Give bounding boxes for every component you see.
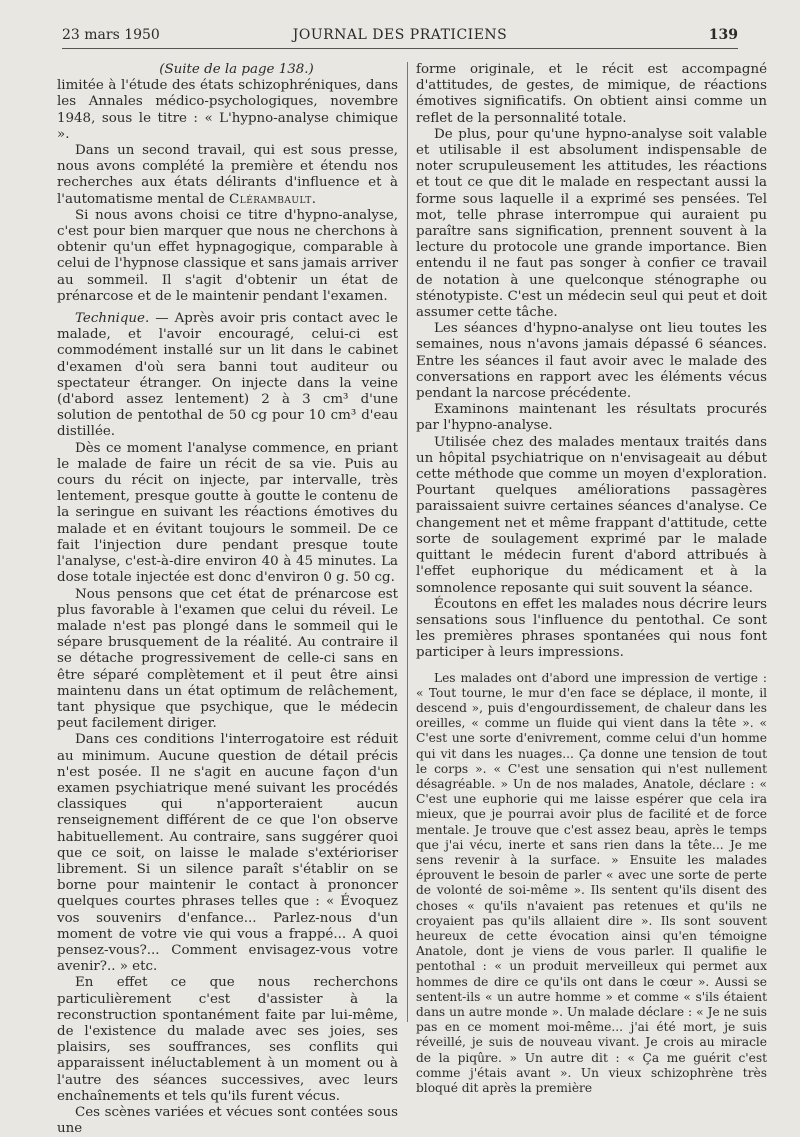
column-divider — [407, 62, 408, 1022]
paragraph: Dans ces conditions l'interrogatoire est réduit au minimum. Aucune question de détail précis n'est posée. Il ne s'agit en aucune façon d'un examen psychiatrique mené suivant les procédés classiques qui n'apporteraient aucun renseignement différent de ce que l'on observe habituellement. Au contraire, sans suggérer quoi que ce soit, on laisse le malade s'extérioriser librement. Si un silence paraît s'établir on se borne pour maintenir le contact à prononcer quelques courtes phrases telles que : « Évoquez vos souvenirs d'enfance... Parlez-nous d'un moment de votre vie qui vous a frappé... A quoi pensez-vous?... Comment envisagez-vous votre avenir?.. » etc. — [57, 732, 398, 975]
right-column — [416, 62, 767, 1095]
header-date: 23 mars 1950 — [62, 27, 160, 43]
page-header — [62, 24, 738, 49]
paragraph — [57, 143, 398, 208]
continued-note: (Suite de la page 138.) — [159, 62, 314, 77]
paragraph: Utilisée chez des malades mentaux traités dans un hôpital psychiatrique on n'envisageait au début cette méthode que comme un moyen d'exploration. Pourtant quelques améliorations passagères paraissaient suivre certaines séances d'analyse. Ce changement net et même frappant d'attitude, cette sorte de soulagement exprimé par le malade quittant le médecin furent d'abord attribués à l'effet euphorique du médicament et à la somnolence reposante qui suit souvent la séance. — [416, 434, 767, 596]
left-column — [57, 62, 398, 1137]
paragraph: Nous pensons que cet état de prénarcose est plus favorable à l'examen que celui du réveil. Le malade n'est pas plongé dans le sommeil qui le sépare brusquement de la réalité. Au contraire il se détache progressivement de celle-ci sans en être séparé complètement et il peut être ainsi maintenu dans un état optimum de relâchement, tant physique que psychique, que le médecin peut facilement diriger. — [57, 586, 398, 732]
paragraph: Dès ce moment l'analyse commence, en priant le malade de faire un récit de sa vie. Puis au cours du récit on injecte, par intervalle, très lentement, presque goutte à goutte le contenu de la seringue en suivant les réactions émotives du malade et en évitant toujours le sommeil. De ce fait l'injection dure pendant presque toute l'analyse, c'est-à-dire environ 40 à 45 minutes. La dose totale injectée est donc d'environ 0 g. 50 cg. — [57, 440, 398, 586]
paragraph: Écoutons en effet les malades nous décrire leurs sensations sous l'influence du pentothal. Ce sont les premières phrases spontanées qui nous font participer à leurs impressions. — [416, 596, 767, 661]
journal-title: JOURNAL DES PRATICIENS — [292, 27, 508, 43]
paragraph: forme originale, et le récit est accompagné d'attitudes, de gestes, de mimique, de réactions émotives significatifs. On obtient ainsi comme un reflet de la personnalité totale. — [416, 62, 767, 126]
paragraph-text: Dans un second travail, qui est sous presse, nous avons complété la première et étendu nos recherches aux états délirants d'influence et à l'automatisme mental de — [57, 143, 398, 207]
paragraph: Si nous avons choisi ce titre d'hypno-analyse, c'est pour bien marquer que nous ne cherchons à obtenir qu'un effet hypnagogique, comparable à celui de l'hypnose classique et sans jamais arriver au sommeil. Il s'agit d'obtenir un état de prénarcose et de le maintenir pendant l'examen. — [57, 207, 398, 304]
paragraph: De plus, pour qu'une hypno-analyse soit valable et utilisable il est absolument indispensable de noter scrupuleusement les attitudes, les réactions et tout ce que dit le malade en respectant aussi la forme sous laquelle il a exprimé ses pensées. Tel mot, telle phrase interrompue qui auraient pu paraître sans signification, prennent souvent à la lecture du protocole une grande importance. Bien entendu il ne faut pas songer à confier ce travail de notation à une quelconque sténographe ou sténotypiste. C'est un médecin seul qui peut et doit assumer cette tâche. — [416, 126, 767, 321]
paragraph: Les séances d'hypno-analyse ont lieu toutes les semaines, nous n'avons jamais dépassé 6 séances. Entre les séances il faut avoir avec le malade des conversations en rapport avec les éléments vécus pendant la narcose précédente. — [416, 321, 767, 402]
page-number: 139 — [708, 27, 738, 43]
paragraph: limitée à l'étude des états schizophréniques, dans les Annales médico-psychologiques, novembre 1948, sous le titre : « L'hypno-analyse chimique ». — [57, 78, 398, 142]
paragraph: Ces scènes variées et vécues sont contées sous une — [57, 1105, 398, 1137]
section-label: Technique. — [75, 311, 150, 327]
author-name: Clérambault. — [229, 191, 317, 207]
paragraph-text: — Après avoir pris contact avec le malade, et l'avoir encouragé, celui-ci est commodément installé sur un lit dans le cabinet d'examen d'où sera banni tout auditeur ou spectateur étranger. On injecte dans la veine (d'abord assez lentement) 2 à 3 cm³ d'une solution de pentothal de 50 cg pour 10 cm³ d'eau distillée. — [57, 311, 398, 440]
paragraph: En effet ce que nous recherchons particulièrement c'est d'assister à la reconstruction spontanément faite par lui-même, de l'existence du malade avec ses joies, ses plaisirs, ses souffrances, ses conflits qui apparaissent inéluctablement à un moment ou à l'autre des séances successives, avec leurs enchaînements et tels qu'ils furent vécus. — [57, 975, 398, 1104]
quote-paragraph: Les malades ont d'abord une impression de vertige : « Tout tourne, le mur d'en face se déplace, il monte, il descend », puis d'engourdissement, de chaleur dans les oreilles, « comme un fluide qui vient dans la tête ». « C'est une sorte d'enivrement, comme celui d'un homme qui vit dans les nuages... Ça donne une tension de tout le corps ». « C'est une sensation qui n'est nullement désagréable. » Un de nos malades, Anatole, déclare : « C'est une euphorie qui me laisse espérer que cela ira mieux, que je pourrai avoir plus de facilité et de force mentale. Je trouve que c'est assez beau, après le temps que j'ai vécu, inerte et sans rien dans la tête... Je me sens revenir à la surface. » Ensuite les malades éprouvent le besoin de parler « avec une sorte de perte de volonté de soi-même ». Ils sentent qu'ils disent des choses « qu'ils n'avaient pas retenues et qu'ils ne croyaient pas qu'ils allaient dire ». Ils sont souvent heureux de cette évocation ainsi qu'en témoigne Anatole, dont je viens de vous parler. Il qualifie le pentothal : « un produit merveilleux qui permet aux hommes de dire ce qu'ils ont dans le cœur ». Aussi se sentent-ils « un autre homme » et comme « s'ils étaient dans un autre monde ». Un malade déclare : « Je ne suis pas en ce moment moi-même... j'ai été mort, je suis réveillé, je suis de nouveau vivant. Je crois au miracle de la piqûre. » Un autre dit : « Ça me guérit c'est comme j'étais avant ». Un vieux schizophrène très bloqué dit après la première — [416, 670, 767, 1095]
paragraph — [57, 311, 398, 441]
paragraph: Examinons maintenant les résultats procurés par l'hypno-analyse. — [416, 402, 767, 434]
